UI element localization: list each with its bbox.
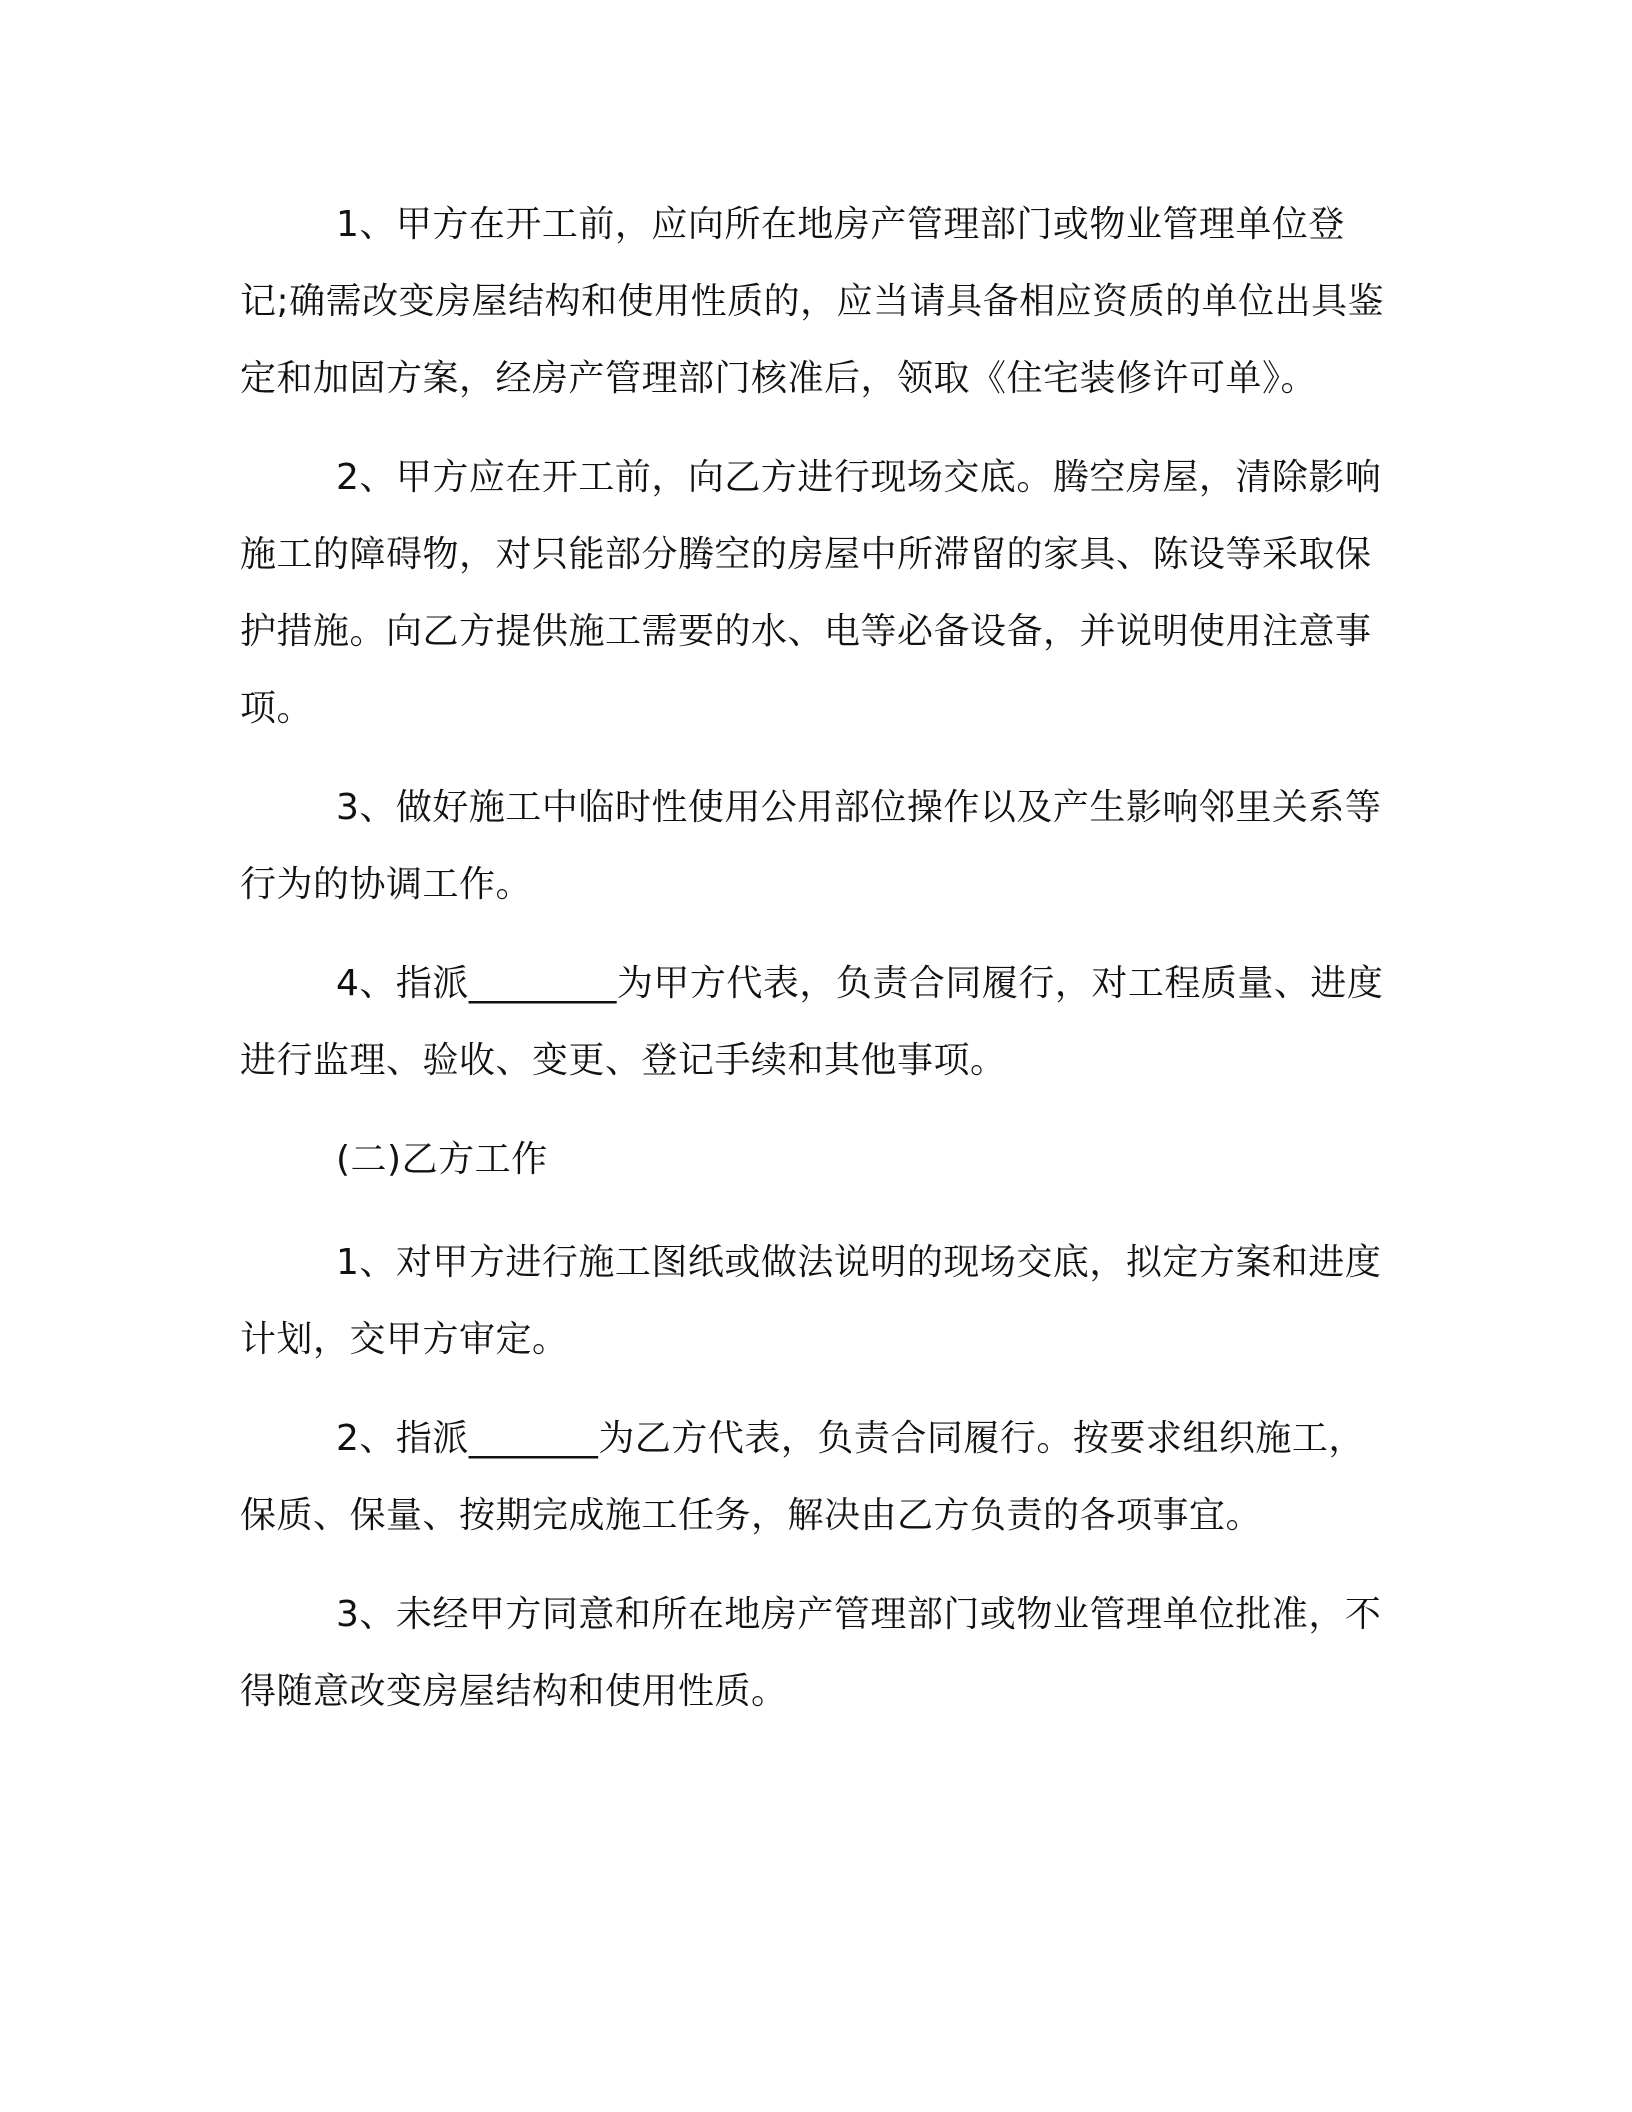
- clause-party-a-4: 4、指派________为甲方代表，负责合同履行，对工程质量、进度进行监理、验收、变更、登记手续和其他事项。: [240, 963, 1384, 1081]
- section-heading-party-b: (二)乙方工作: [336, 1139, 548, 1180]
- clause-party-a-3: 3、做好施工中临时性使用公用部位操作以及产生影响邻里关系等行为的协调工作。: [240, 787, 1382, 905]
- clause-party-a-2: 2、甲方应在开工前，向乙方进行现场交底。腾空房屋，清除影响施工的障碍物，对只能部分腾空的房屋中所滞留的家具、陈设等采取保护措施。向乙方提供施工需要的水、电等必备设备，并说明使用注意事项。: [240, 457, 1382, 729]
- clause-party-b-2: 2、指派_______为乙方代表，负责合同履行。按要求组织施工，保质、保量、按期完成施工任务，解决由乙方负责的各项事宜。: [240, 1418, 1365, 1536]
- document-body: [240, 186, 1390, 1752]
- clause-party-b-1: 1、对甲方进行施工图纸或做法说明的现场交底，拟定方案和进度计划，交甲方审定。: [240, 1242, 1382, 1360]
- clause-party-a-1: 1、甲方在开工前，应向所在地房产管理部门或物业管理单位登记;确需改变房屋结构和使用性质的，应当请具备相应资质的单位出具鉴定和加固方案，经房产管理部门核准后，领取《住宅装修许可单》。: [240, 204, 1385, 399]
- clause-party-b-3: 3、未经甲方同意和所在地房产管理部门或物业管理单位批准，不得随意改变房屋结构和使用性质。: [240, 1594, 1382, 1712]
